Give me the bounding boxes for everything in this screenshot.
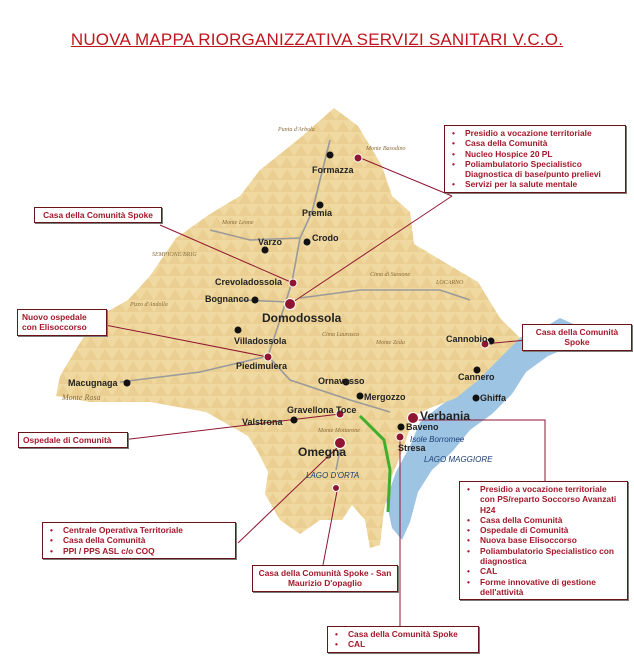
callout-item: • Presidio a vocazione territoriale con PS/reparto Soccorso Avanzati H24 (480, 484, 623, 515)
callout-item: • Presidio a vocazione territoriale (465, 128, 621, 138)
feature-monte-basodino: Monte Basodino (366, 146, 406, 152)
feature-monte-mottarone: Monte Mottarone (318, 428, 360, 434)
feature-monte-leone: Monte Leone (222, 220, 254, 226)
town-crodo: Crodo (312, 233, 339, 243)
callout-text: Ospedale di Comunità (23, 435, 112, 445)
callout-item: • Nucleo Hospice 20 PL (465, 149, 621, 159)
feature-cima-laurasca: Cima Laurasca (322, 332, 360, 338)
callout-item: • Ospedale di Comunità (480, 525, 623, 535)
feature-monte-zeda: Monte Zeda (376, 340, 405, 346)
callout-item: • Casa della Comunità (465, 138, 621, 148)
feature-locarno: LOCARNO (436, 280, 464, 286)
page-title: NUOVA MAPPA RIORGANIZZATIVA SERVIZI SANITARI V.C.O. (70, 30, 564, 49)
town-cannero: Cannero (458, 372, 495, 382)
callout-omegna (42, 522, 236, 559)
town-bognanco: Bognanco (205, 294, 249, 304)
callout-text: Casa della Comunità Spoke - San Maurizio D'opaglio (258, 568, 392, 589)
town-stresa: Stresa (398, 443, 426, 453)
callout-item: • Centrale Operativa Territoriale (63, 525, 231, 535)
town-crevoladossola: Crevoladossola (215, 277, 283, 287)
feature-cima-sassone: Cima di Sassone (370, 272, 411, 278)
callout-item: • Servizi per la salute mentale (465, 179, 621, 189)
callout-domodossola (444, 125, 626, 193)
callout-text: Casa della Comunità Spoke (535, 327, 619, 348)
feature-pizzo-andolla: Pizzo d'Andolla (130, 302, 168, 308)
callout-stresa (327, 626, 479, 653)
callout-item: • Casa della Comunità Spoke (348, 629, 474, 639)
feature-sempione: SEMPIONE/BRIG (152, 252, 197, 258)
feature-lago-orta: LAGO D'ORTA (306, 471, 360, 480)
town-piedimulera: Piedimulera (236, 361, 288, 371)
feature-isole-borromee: Isole Borromee (410, 435, 465, 444)
callout-item: • Poliambulatorio Specialistico Diagnostica di base/punto prelievi (465, 159, 621, 180)
callout-text: Casa della Comunità Spoke (43, 210, 153, 220)
callout-item: • Poliambulatorio Specialistico con diagnostica (480, 546, 623, 567)
callout-nuovo-ospedale (17, 309, 107, 336)
town-villadossola: Villadossola (234, 336, 287, 346)
town-ghiffa: Ghiffa (480, 393, 506, 403)
feature-punta-arbola: Punta d'Arbola (278, 127, 315, 133)
callout-item: • CAL (480, 566, 623, 576)
callout-item: • Nuova base Elisoccorso (480, 535, 623, 545)
town-baveno: Baveno (406, 422, 439, 432)
town-mergozzo: Mergozzo (364, 392, 406, 402)
town-domodossola: Domodossola (262, 311, 342, 325)
callout-item: • Casa della Comunità (480, 515, 623, 525)
town-verbania: Verbania (420, 409, 471, 423)
callout-item: • PPI / PPS ASL c/o COQ (63, 546, 231, 556)
town-cannobio: Cannobio (446, 334, 488, 344)
callout-ospedale-comunita (18, 432, 128, 448)
callout-san-maurizio (252, 565, 398, 592)
callout-item: • CAL (348, 639, 474, 649)
callout-item: • Casa della Comunità (63, 535, 231, 545)
callout-cannobio (522, 324, 632, 351)
town-gravellona-toce: Gravellona Toce (287, 405, 357, 415)
town-valstrona: Valstrona (242, 417, 283, 427)
feature-lago-maggiore: LAGO MAGGIORE (424, 455, 493, 464)
callout-crevola (34, 207, 162, 223)
feature-monte-rosa: Monte Rosa (62, 393, 101, 402)
callout-text: Nuovo ospedale con Elisoccorso (22, 312, 87, 333)
town-varzo: Varzo (258, 237, 283, 247)
town-macugnaga: Macugnaga (68, 378, 118, 388)
town-formazza: Formazza (312, 165, 354, 175)
town-ornavasso: Ornavasso (318, 376, 365, 386)
town-omegna: Omegna (298, 445, 347, 459)
town-premia: Premia (302, 208, 333, 218)
callout-item: • Forme innovative di gestione dell'attività (480, 577, 623, 598)
callout-verbania (459, 481, 628, 600)
